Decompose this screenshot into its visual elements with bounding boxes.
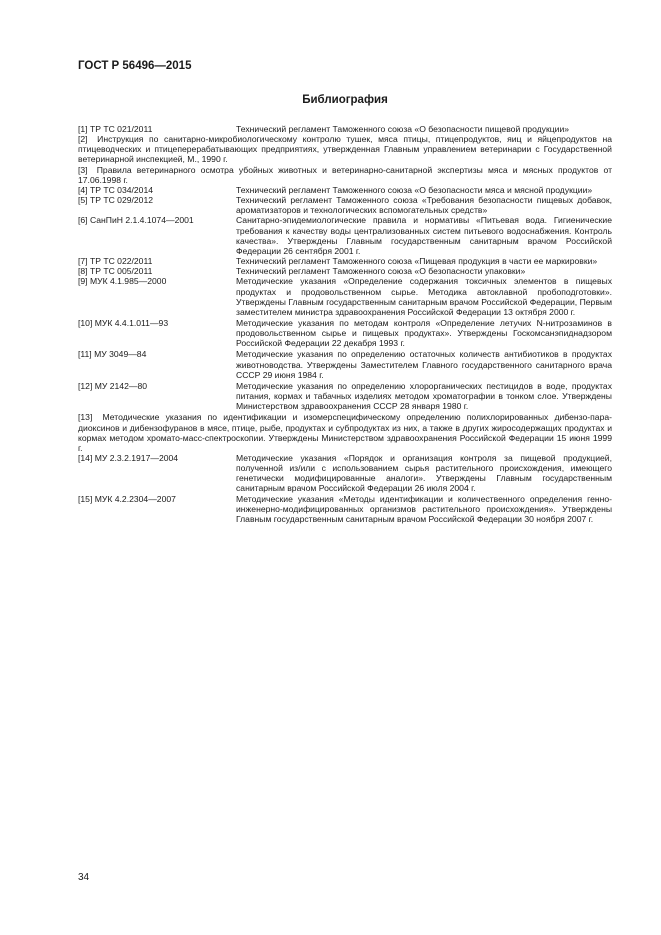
bib-number: [13] <box>78 412 93 423</box>
document-code: ГОСТ Р 56496—2015 <box>78 60 192 72</box>
bib-entry-9 <box>78 276 612 317</box>
bib-description: Технический регламент Таможенного союза «О безопасности пищевой продукции» <box>236 124 570 134</box>
bib-entry-6 <box>78 215 612 256</box>
bib-description: Технический регламент Таможенного союза «Пищевая продукция в части ее маркировки» <box>236 256 598 267</box>
bib-reference: МУК 4.2.2304—2007 <box>94 493 176 504</box>
bib-entry-14 <box>78 453 612 494</box>
bib-reference: МУК 4.4.1.011—93 <box>94 317 169 328</box>
bib-number: [7] <box>78 256 88 267</box>
bib-description: Методические указания «Порядок и организация контроля за пищевой продукцией, полученной из/или с использованием сырья растительного происхождения, имеющего генетически модифицированные аналоги». Утверждены Главным государственным санитарным врачом Российской Федерации 26 июля 2004 г. <box>236 453 612 494</box>
page-number: 34 <box>78 872 90 883</box>
bib-reference: ТР ТС 022/2011 <box>89 256 153 267</box>
bib-description: Правила ветеринарного осмотра убойных животных и ветеринарно-санитарной экспертизы мяса и мясных продуктов от 17.06.1998 г. <box>78 164 613 185</box>
bib-description: Методические указания по методам контроля «Определение летучих N-нитрозаминов в продовольственном сырье и пищевых продуктах». Утверждены Госкомсанэпиднадзором Российской Федерации 22 декабря 1993 г. <box>236 317 612 349</box>
bib-entry-13 <box>78 412 612 453</box>
bib-number: [2] <box>78 134 88 145</box>
bib-entry-5 <box>78 195 612 215</box>
bib-reference: СанПиН 2.1.4.1074—2001 <box>89 215 194 226</box>
bib-description: Методические указания по определению хлорорганических пестицидов в воде, продуктах питания, кормах и табачных изделиях методом хроматографии в тонком слое. Утверждены Министерством здравоохранения СССР 28 января 1980 г. <box>236 380 612 412</box>
bib-description: Технический регламент Таможенного союза «Требования безопасности пищевых добавок, ароматизаторов и технологических вспомогательных средств» <box>236 195 612 216</box>
bib-description: Методические указания по определению остаточных количеств антибиотиков в продуктах животноводства. Утверждены Заместителем Главного государственного санитарного врача СССР 29 июня 1984 г. <box>236 349 612 380</box>
section-title: Библиография <box>302 94 388 106</box>
bib-entry-10 <box>78 318 612 348</box>
bib-number: [10] <box>78 317 93 328</box>
bib-reference: ТР ТС 021/2011 <box>89 124 153 134</box>
bib-entry-3 <box>78 165 612 185</box>
bib-entry-11 <box>78 349 612 379</box>
bib-reference: ТР ТС 005/2011 <box>89 266 153 277</box>
bib-number: [15] <box>78 493 93 504</box>
bib-number: [9] <box>78 276 88 287</box>
bib-entry-15 <box>78 494 612 524</box>
bib-number: [14] <box>78 453 93 463</box>
bib-number: [11] <box>78 349 92 360</box>
bib-description: Методические указания «Определение содержания токсичных элементов в пищевых продуктах и продовольственном сырье. Методика автоклавной пробоподготовки». Утверждены Главным государственным санитарным врачом Российской Федерации, Первым заместителем министра здравоохранения Российской Федерации 13 октября 2000 г. <box>236 276 612 317</box>
bib-reference: МУ 2142—80 <box>94 380 148 391</box>
bib-entry-7 <box>78 256 612 266</box>
bib-entry-2 <box>78 134 612 164</box>
bib-description: Технический регламент Таможенного союза «О безопасности мяса и мясной продукции» <box>236 184 593 195</box>
bib-description: Методические указания по идентификации и изомерспецифическому определению полихлорированных дибензо-пара-диоксинов и дибензофуранов в мясе, птице, рыбе, продуктах и субпродуктах из них, а также в других жиросодержащих продуктах и кормах методом хромато-масс-спектроскопии. Утверждены Министерством здравоохранения Российской Федерации 15 июня 1999 г. <box>78 412 612 453</box>
bib-entry-12 <box>78 381 612 411</box>
bib-reference: МУ 3049—84 <box>94 349 147 360</box>
bib-reference: ТР ТС 034/2014 <box>89 184 154 195</box>
bib-reference: МУ 2.3.2.1917—2004 <box>94 453 179 463</box>
bib-entry-4 <box>78 185 612 195</box>
bib-number: [4] <box>78 184 88 195</box>
bib-reference: МУК 4.1.985—2000 <box>89 276 167 287</box>
bib-entry-8 <box>78 266 612 276</box>
bib-number: [8] <box>78 266 88 277</box>
bib-number: [3] <box>78 164 88 175</box>
bib-description: Санитарно-эпидемиологические правила и нормативы «Питьевая вода. Гигиенические требования к качеству воды централизованных систем питьевого водоснабжения. Контроль качества». Утверждены Главным государственным санитарным врачом Российской Федерации 26 сентября 2001 г. <box>236 215 612 256</box>
bib-number: [12] <box>78 380 93 391</box>
bib-reference: ТР ТС 029/2012 <box>89 195 154 206</box>
bib-description: Инструкция по санитарно-микробиологическому контролю тушек, мяса птицы, птицепродуктов, яиц и яйцепродуктов на птицеводческих и птицеперерабатывающих предприятиях, утвержденная Главным управлением ветеринарии с Государственной ветеринарной инспекцией, М., 1990 г. <box>78 134 613 165</box>
bibliography-list <box>78 124 612 524</box>
bib-description: Методические указания «Методы идентификации и количественного определения генно-инженерно-модифицированных организмов растительного происхождения». Утверждены Главным государственным санитарным врачом Российской Федерации 30 ноября 2007 г. <box>236 493 612 524</box>
bib-number: [5] <box>78 195 88 206</box>
bib-number: [6] <box>78 215 88 226</box>
bib-description: Технический регламент Таможенного союза «О безопасности упаковки» <box>236 266 526 277</box>
bib-entry-1 <box>78 124 612 134</box>
bib-number: [1] <box>78 124 88 134</box>
